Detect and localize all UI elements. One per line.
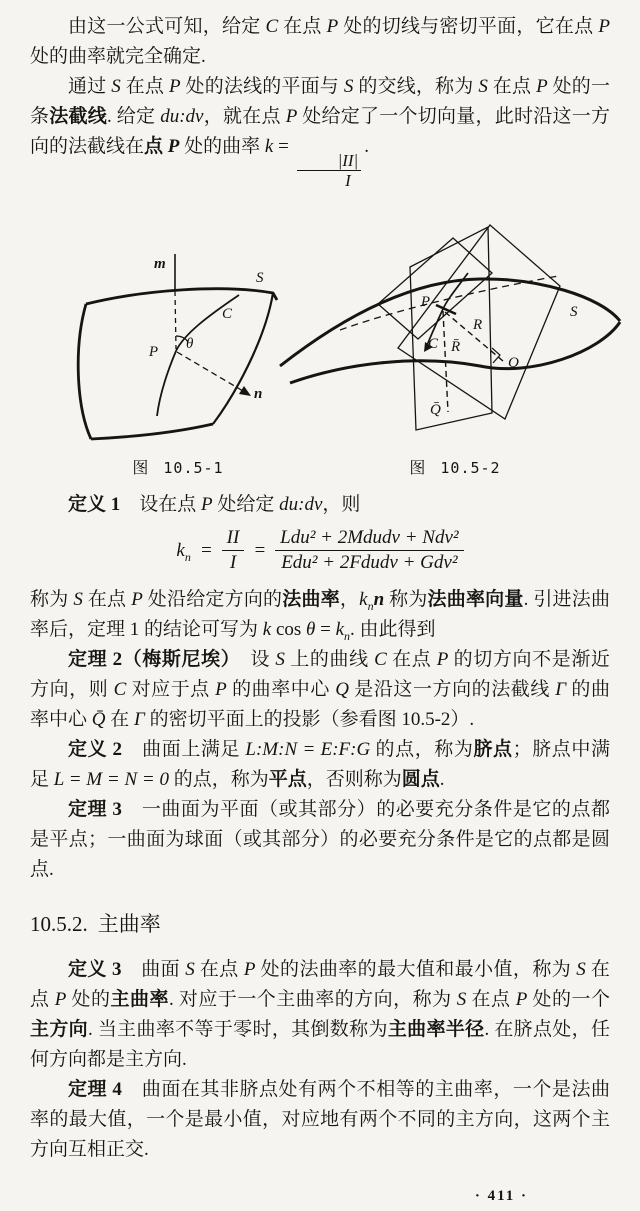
surface-left-edge: [78, 304, 91, 439]
definition-1: 定义 1 设在点 P 处给定 du:dv，则: [68, 494, 361, 515]
figures-row: [30, 216, 610, 484]
paragraph-normal-curvature: 称为 S 在点 P 处沿给定方向的法曲率，$k_nn$ 称为法曲率向量. 引进法曲率后，定理 1 的结论可写为 k $\cos \theta = k_n$. 由此得到: [30, 589, 610, 643]
figure1-caption: 图 10.5-1: [132, 459, 224, 477]
n-ray-dashed: [177, 352, 243, 391]
figure1-label-n: n: [254, 386, 263, 402]
surface-top-edge: [86, 289, 277, 304]
figure2-caption: 图 10.5-2: [409, 459, 501, 477]
figure2-label-S: S: [570, 304, 578, 320]
figure1-label-m: m: [154, 256, 166, 272]
normal-curvature-formula: [30, 526, 610, 575]
formula-kn: $k_n$: [176, 539, 191, 564]
figure-10-5-1: [48, 216, 308, 484]
figure2-label-C: C: [427, 336, 438, 352]
figure2-label-R: R: [473, 317, 483, 333]
normal-section-dashed: [340, 276, 558, 330]
figure2-label-Rbar: R̄: [451, 339, 461, 355]
theorem-2-meusnier: 定理 2（梅斯尼埃） 设 S 上的曲线 C 在点 P 的切方向不是渐近方向，则 C 对应于点 P 的曲率中心 Q 是沿这一方向的法截线 Γ 的曲率中心 Q̄ 在 Γ 的密切平面上的投影（参看图 10.5-2）.: [30, 649, 610, 730]
equals-sign: =: [199, 539, 213, 561]
figure-10-5-2-drawing: [270, 216, 640, 451]
section-number: 10.5.2.: [30, 912, 88, 936]
page-number: · 411 ·: [474, 1188, 528, 1204]
normal-line-dashed: [175, 291, 176, 349]
n-arrowhead: [239, 386, 251, 396]
figure1-label-S: S: [256, 270, 264, 286]
surface-bottom-edge: [91, 424, 213, 439]
paragraph-curvature-determined: 由这一公式可知，给定 C 在点 P 处的切线与密切平面，它在点 P 处的曲率就完全确定.: [30, 16, 610, 67]
equals-sign: =: [253, 539, 267, 561]
figure2-label-Qbar: Q̄: [430, 402, 441, 418]
figure-10-5-2: [270, 216, 640, 484]
figure-10-5-1-drawing: [48, 246, 308, 451]
figure1-label-C: C: [222, 306, 233, 322]
theorem-3: 定理 3 一曲面为平面（或其部分）的必要充分条件是它的点都是平点；一曲面为球面（或其部分）的必要充分条件是它的点都是圆点.: [30, 799, 610, 880]
section-title: 主曲率: [97, 912, 161, 936]
section-heading: [30, 909, 610, 939]
definition-2: 定义 2 曲面上满足 L:M:N = E:F:G 的点，称为脐点；脐点中满足 L = M = N = 0 的点，称为平点，否则称为圆点.: [30, 739, 610, 790]
figure1-label-theta: θ: [186, 336, 194, 352]
definition-3: 定义 3 曲面 S 在点 P 处的法曲率的最大值和最小值，称为 S 在点 P 处的主曲率. 对应于一个主曲率的方向，称为 S 在点 P 处的一个主方向. 当主曲率不等于零时，其倒数称为主曲率半径. 在脐点处，任何方向都是主方向.: [30, 959, 610, 1070]
theorem-4: 定理 4 曲面在其非脐点处有两个不相等的主曲率，一个是法曲率的最大值，一个是最小值，对应地有两个不同的主方向，这两个主方向互相正交.: [30, 1079, 610, 1160]
fraction-fundamental-forms: $\frac{\text{Ldu² + 2Mdudv + Ndv²}}{\text{Edu² + 2Fdudv + Gdv²}}$: [275, 526, 463, 575]
figure2-label-Q: Q: [508, 355, 519, 371]
fraction-II-I: $\frac{II}{I}$: [222, 526, 245, 575]
right-angle-mark: [492, 348, 500, 363]
figure1-label-P: P: [148, 344, 158, 360]
surface-upper-arc: [280, 279, 620, 366]
paragraph-normal-section: 通过 S 在点 P 处的法线的平面与 S 的交线，称为 S 在点 P 处的一条法截线. 给定 du:dv，就在点 P 处给定了一个切向量，此时沿这一方向的法截线在点 P 处的曲率 k = $\frac{|II|}{I}$ .: [30, 76, 610, 190]
figure2-label-P: P: [420, 294, 430, 310]
